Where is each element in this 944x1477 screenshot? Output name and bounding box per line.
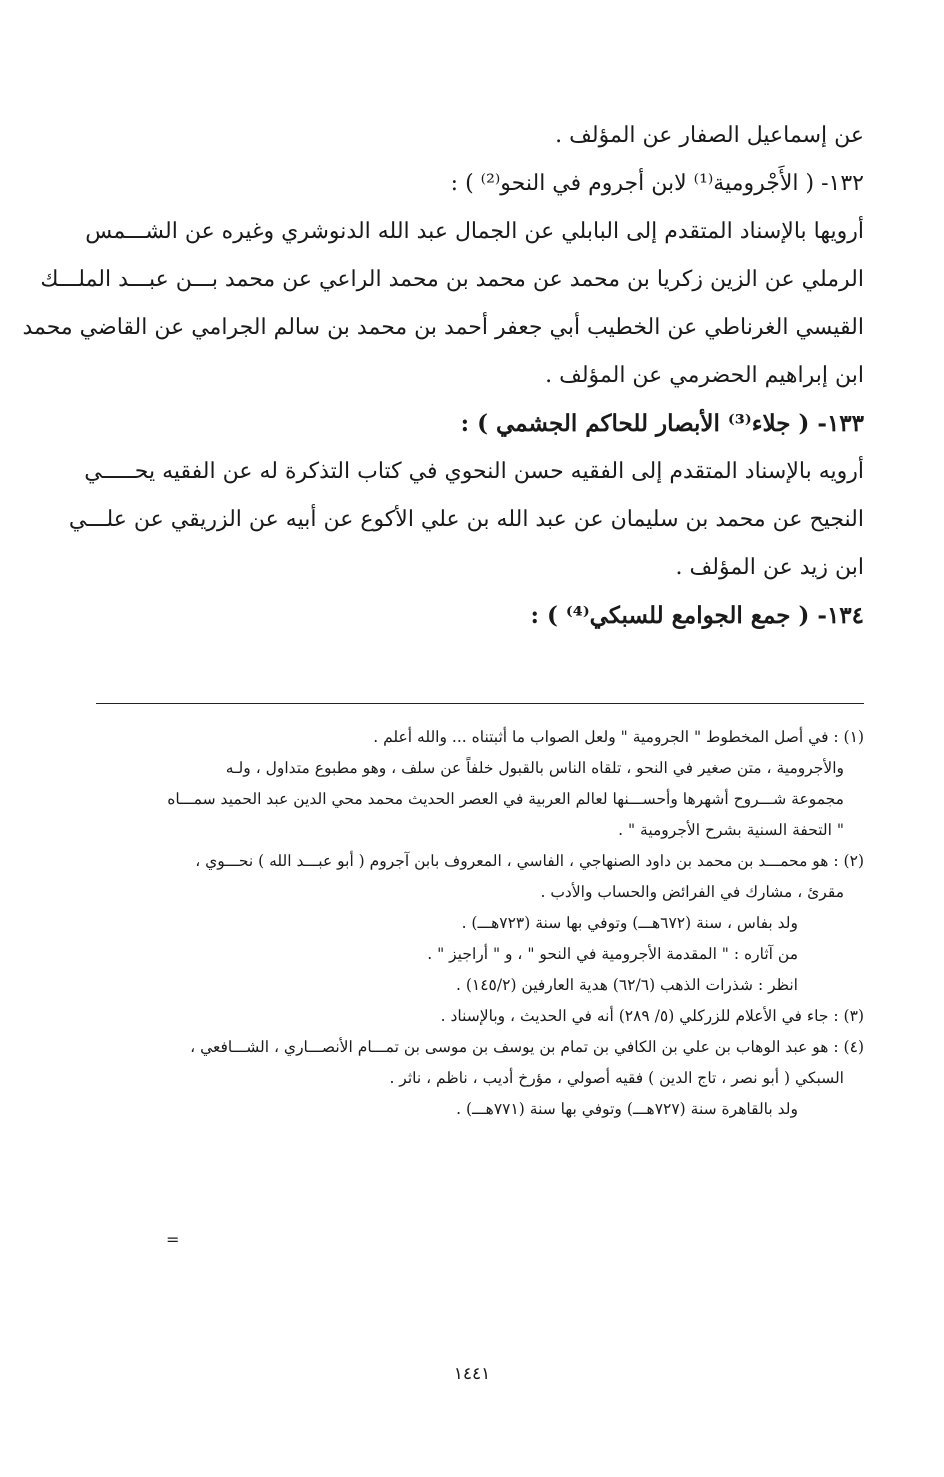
entry-heading-133: ١٣٣- ( جلاء⁽³⁾ الأبصار للحاكم الجشمي ) : [460, 410, 864, 437]
body-line: ابن زيد عن المؤلف . [675, 555, 864, 580]
footnote-1: (١) : في أصل المخطوط " الجرومية " ولعل الصواب ما أثبتناه ... والله أعلم . [373, 728, 864, 746]
body-line: أرويه بالإسناد المتقدم إلى الفقيه حسن النحوي في كتاب التذكرة له عن الفقيه يحـــــي [84, 459, 864, 484]
footnote-2: (٢) : هو محمـــد بن محمد بن داود الصنهاجي ، الفاسي ، المعروف بابن آجروم ( أبو عبـــد الله ) نحـــوي ، [195, 852, 864, 870]
page-number: ١٤٤١ [453, 1364, 491, 1384]
footnote-separator [96, 703, 864, 704]
footnote-line: مجموعة شـــروح أشهرها وأحســـنها لعالم العربية في العصر الحديث محمد محي الدين عبد الحميد سمـــاه [167, 790, 844, 808]
footnote-line: ولد بفاس ، سنة (٦٧٢هـــ) وتوفي بها سنة (٧٢٣هـــ) . [461, 914, 798, 932]
footnote-line: ولد بالقاهرة سنة (٧٢٧هـــ) وتوفي بها سنة (٧٧١هـــ) . [456, 1100, 798, 1118]
body-line: القيسي الغرناطي عن الخطيب أبي جعفر أحمد بن محمد بن سالم الجرامي عن القاضي محمد [22, 315, 864, 340]
body-line: النجيح عن محمد بن سليمان عن عبد الله بن علي الأكوع عن أبيه عن الزريقي عن علـــي [68, 507, 864, 532]
footnote-line: انظر : شذرات الذهب (٦٢/٦) هدية العارفين (١٤٥/٢) . [456, 976, 798, 994]
body-line: أرويها بالإسناد المتقدم إلى البابلي عن الجمال عبد الله الدنوشري وغيره عن الشـــمس [85, 219, 864, 244]
entry-heading-132: ١٣٢- ( الأَجْرومية⁽¹⁾ لابن أجروم في النحو⁽²⁾ ) : [450, 171, 864, 196]
footnote-4: (٤) : هو عبد الوهاب بن علي بن الكافي بن تمام بن يوسف بن موسى بن تمـــام الأنصـــاري ، الشـــافعي ، [190, 1038, 864, 1056]
body-line: ابن إبراهيم الحضرمي عن المؤلف . [545, 363, 864, 388]
main-text [22, 112, 864, 640]
body-line: عن إسماعيل الصفار عن المؤلف . [555, 123, 864, 148]
footnote-line: من آثاره : " المقدمة الأجرومية في النحو " ، و " أراجيز " . [427, 945, 798, 963]
footnote-line: السبكي ( أبو نصر ، تاج الدين ) فقيه أصولي ، مؤرخ أديب ، ناظم ، ناثر . [389, 1069, 844, 1087]
footnote-line: والأجرومية ، متن صغير في النحو ، تلقاه الناس بالقبول خلفاً عن سلف ، وهو مطبوع متداول ، ولـه [225, 759, 844, 777]
entry-heading-134: ١٣٤- ( جمع الجوامع للسبكي⁽⁴⁾ ) : [530, 602, 864, 629]
footnotes [64, 722, 864, 1125]
continuation-mark: = [166, 1230, 180, 1249]
footnote-line: مقرئ ، مشارك في الفرائض والحساب والأدب . [540, 883, 844, 901]
body-line: الرملي عن الزين زكريا بن محمد عن محمد بن محمد الراعي عن محمد بـــن عبـــد الملـــك [40, 267, 864, 292]
footnote-3: (٣) : جاء في الأعلام للزركلي (٥/ ٢٨٩) أنه في الحديث ، وبالإسناد . [440, 1007, 864, 1025]
footnote-line: " التحفة السنية بشرح الأجرومية " . [618, 821, 844, 839]
